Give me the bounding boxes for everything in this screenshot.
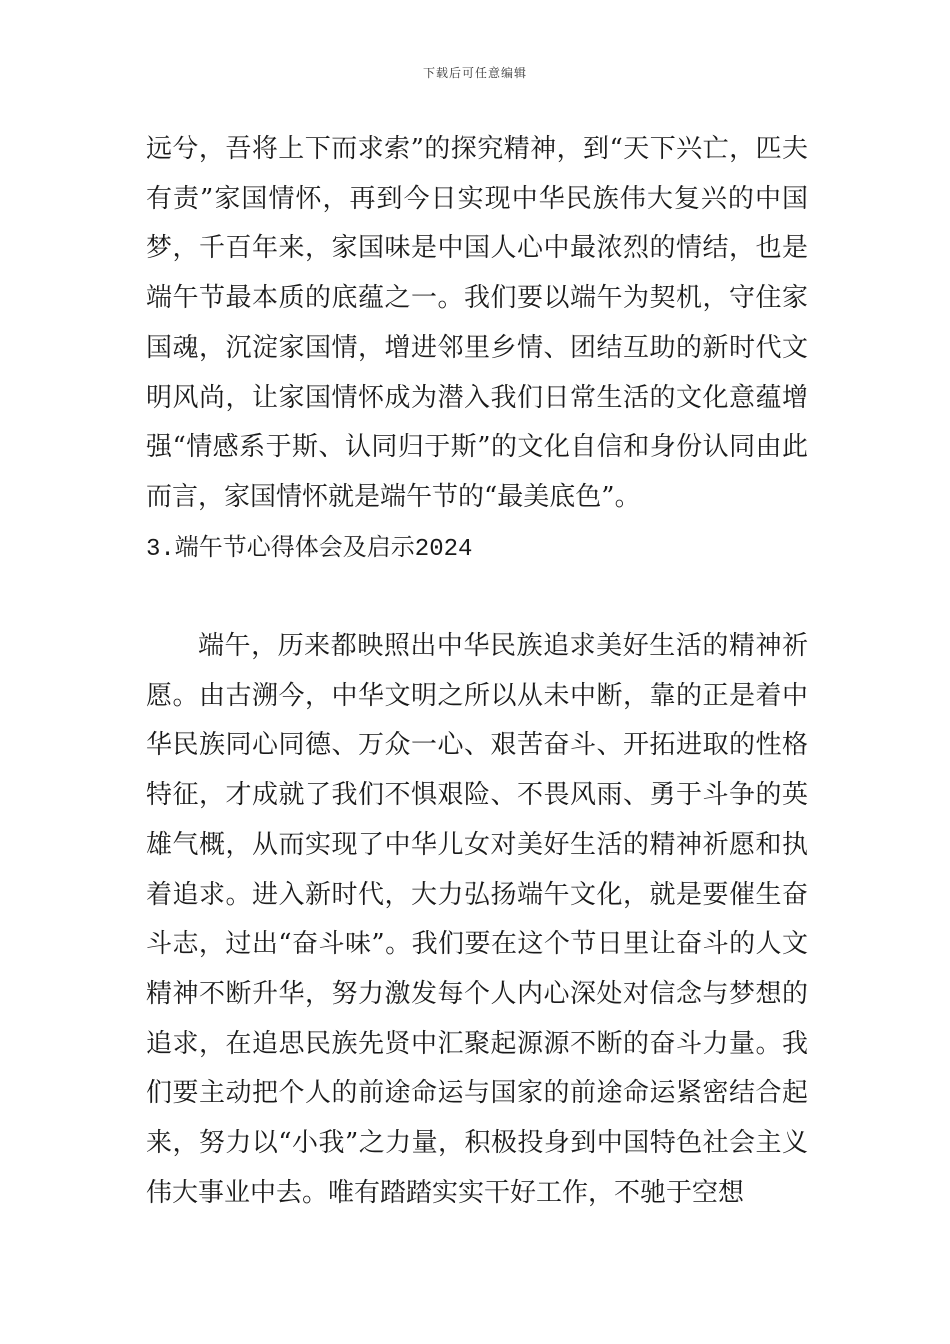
continued-paragraph-block	[146, 125, 808, 523]
section-heading: 3.端午节心得体会及启示2024	[146, 536, 473, 563]
section-paragraph-block	[146, 622, 808, 1218]
header-note: 下载后可任意编辑	[422, 66, 527, 80]
section-paragraph: 端午，历来都映照出中华民族追求美好生活的精神祈愿。由古溯今，中华文明之所以从未中断，靠的正是着中华民族同心同德、万众一心、艰苦奋斗、开拓进取的性格特征，才成就了我们不惧艰险、不畏风雨、勇于斗争的英雄气概，从而实现了中华儿女对美好生活的精神祈愿和执着追求。进入新时代，大力弘扬端午文化，就是要催生奋斗志，过出“奋斗味”。我们要在这个节日里让奋斗的人文精神不断升华，努力激发每个人内心深处对信念与梦想的追求，在追思民族先贤中汇聚起源源不断的奋斗力量。我们要主动把个人的前途命运与国家的前途命运紧密结合起来，努力以“小我”之力量，积极投身到中国特色社会主义伟大事业中去。唯有踏踏实实干好工作，不驰于空想	[146, 631, 808, 1208]
continued-paragraph: 远兮，吾将上下而求索”的探究精神，到“天下兴亡，匹夫有责”家国情怀，再到今日实现中华民族伟大复兴的中国梦，千百年来，家国味是中国人心中最浓烈的情结，也是端午节最本质的底蕴之一。我们要以端午为契机，守住家国魂，沉淀家国情，增进邻里乡情、团结互助的新时代文明风尚，让家国情怀成为潜入我们日常生活的文化意蕴增强“情感系于斯、认同归于斯”的文化自信和身份认同由此而言，家国情怀就是端午节的“最美底色”。	[146, 134, 808, 512]
